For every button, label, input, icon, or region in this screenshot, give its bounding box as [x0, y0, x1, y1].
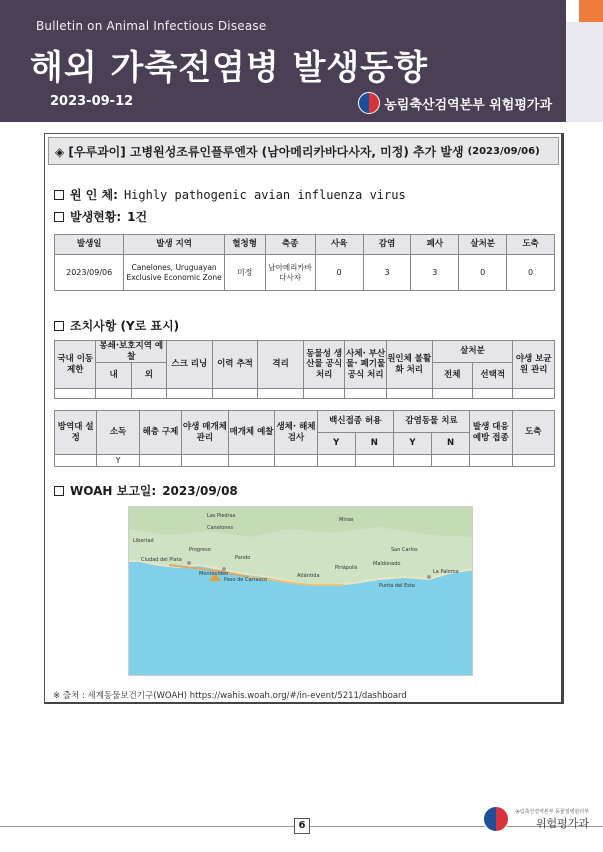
status-line: 발생현황: 1건 — [54, 208, 147, 225]
occurrence-table: 발생일 발생 지역 혈청형 축종 사육 감염 폐사 살처분 도축 2023/09/06 Canelones, Uruguayan Exclusive Economic Zone 미정 남아메리카바다사자 0 3 3 0 0 — [54, 234, 555, 291]
pathogen-line: 원 인 체: Highly pathogenic avian influenza virus — [54, 186, 406, 203]
header-banner — [0, 0, 566, 122]
map-place: Canelones — [207, 525, 234, 531]
agency-logo-icon — [483, 806, 509, 832]
checkbox-icon — [54, 486, 64, 496]
side-tab — [566, 22, 603, 122]
map-place: Paso de Carrasco — [224, 577, 268, 583]
map-place: Libertad — [133, 538, 154, 544]
checkbox-icon — [54, 321, 64, 331]
map-place: Maldonado — [373, 561, 401, 567]
map-place: Las Piedras — [207, 513, 236, 519]
measures-heading: 조치사항 (Y로 표시) — [54, 317, 179, 334]
source-note: ※ 출처 : 세계동물보건기구(WOAH) https://wahis.woah.org/#/in-event/5211/dashboard — [53, 691, 407, 701]
map-place: Progreso — [189, 547, 211, 553]
map-place: La Paloma — [433, 569, 459, 575]
map-place: Montevideo — [199, 571, 229, 577]
measures-table-1: 국내 이동 제한 봉쇄·보호지역 예찰 스크 리닝 이력 추적 격리 동물성 생산물 공식 처리 사체· 부산물· 폐기물 공식 처리 원인체 불활화 처리 살처분 야생 보균원 관리 내 외 전체 선택적 — [54, 340, 555, 399]
event-banner: ◈ [우루과이] 고병원성조류인플루엔자 (남아메리카바다사자, 미정) 추가 발생 (2023/09/06) — [48, 137, 559, 165]
map-place: San Carlos — [391, 547, 418, 553]
disinfection-mark: Y — [97, 455, 139, 467]
map-place: Ciudad del Plata — [141, 557, 182, 563]
map-place: Piriápolis — [335, 565, 358, 571]
map-place: Punta del Este — [379, 583, 415, 589]
map-place: Minas — [339, 517, 354, 523]
issue-date: 2023-09-12 — [50, 94, 134, 109]
checkbox-icon — [54, 212, 64, 222]
corner-tab — [579, 0, 603, 22]
map-place: Pando — [235, 555, 251, 561]
page-number: 6 — [294, 818, 310, 834]
report-frame — [44, 133, 564, 704]
woah-line: WOAH 보고일: 2023/09/08 — [54, 482, 238, 499]
map-place: Atlántida — [297, 573, 320, 579]
page-title: 해외 가축전염병 발생동향 — [30, 48, 428, 88]
checkbox-icon — [54, 190, 64, 200]
agency-logo-icon — [358, 92, 380, 114]
bulletin-subtitle: Bulletin on Animal Infectious Disease — [36, 19, 267, 33]
measures-table-2: 방역대 설정 소독 해충 구제 야생 매개체 관리 매개체 예찰 생체· 해체 검사 백신접종 허용 감염동물 치료 발생 대응 예방 접종 도축 Y N Y N Y — [54, 410, 555, 467]
agency-label: 농림축산검역본부 위험평가과 — [358, 92, 552, 114]
footer-logo: 농림축산검역본부 동물질병관리부 위험평가과 — [483, 806, 589, 832]
outbreak-map — [128, 506, 473, 676]
